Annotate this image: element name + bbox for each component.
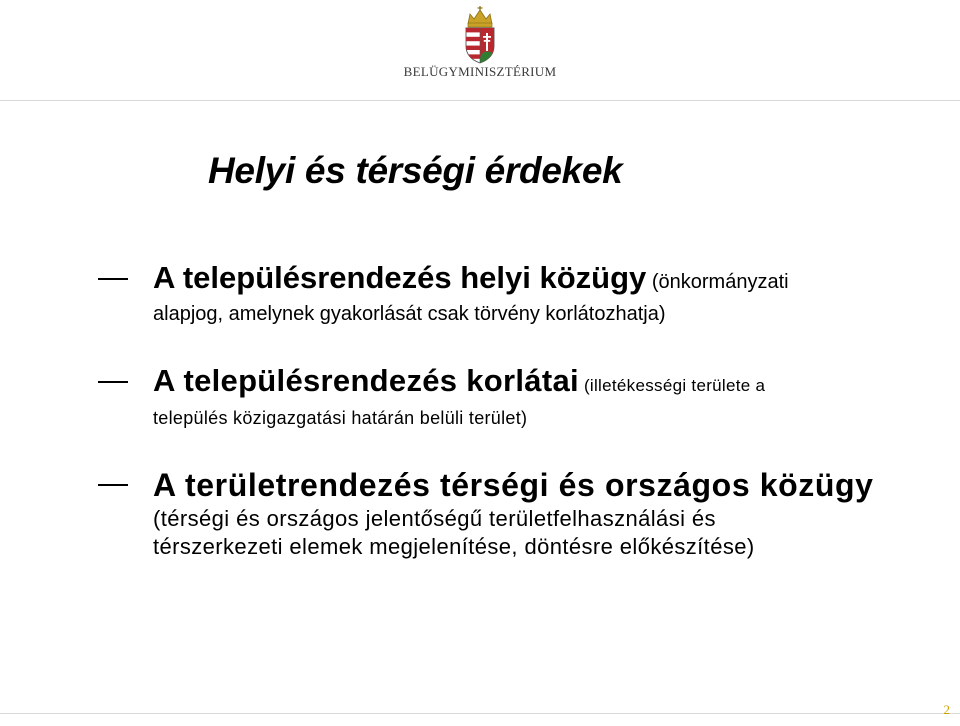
slide-title: Helyi és térségi érdekek [208,150,623,191]
list-item-heading: A településrendezés korlátai [153,363,579,398]
list-item [153,259,913,327]
list-item-detail-line: (térségi és országos jelentőségű területfelhasználási és [153,506,716,531]
list-item-heading-line [153,362,913,405]
list-item-detail: település közigazgatási határán belüli terület) [153,408,528,428]
list-item-heading-line [153,259,913,301]
bullet-dash [98,381,128,383]
bullet-dash [98,278,128,280]
list-item-heading: A területrendezés térségi és országos közügy [153,467,874,503]
page-number: 2 [943,702,950,717]
bullet-dash [98,484,128,486]
list-item-heading: A településrendezés helyi közügy [153,260,647,295]
list-item [153,465,913,561]
list-item-detail-line: térszerkezeti elemek megjelenítése, döntésre előkészítése) [153,534,755,559]
header [0,0,960,100]
list-item-paren: (illetékességi területe a [578,376,766,395]
footer-divider [0,713,960,714]
list-item-heading-line [153,465,913,505]
hungarian-coat-of-arms-icon [462,6,498,64]
list-item-paren: (önkormányzati [646,271,789,293]
ministry-name: BELÜGYMINISZTÉRIUM [403,64,557,79]
header-divider [0,100,960,101]
list-item [153,362,913,431]
list-item-detail: alapjog, amelynek gyakorlását csak törvény korlátozhatja) [153,303,666,325]
